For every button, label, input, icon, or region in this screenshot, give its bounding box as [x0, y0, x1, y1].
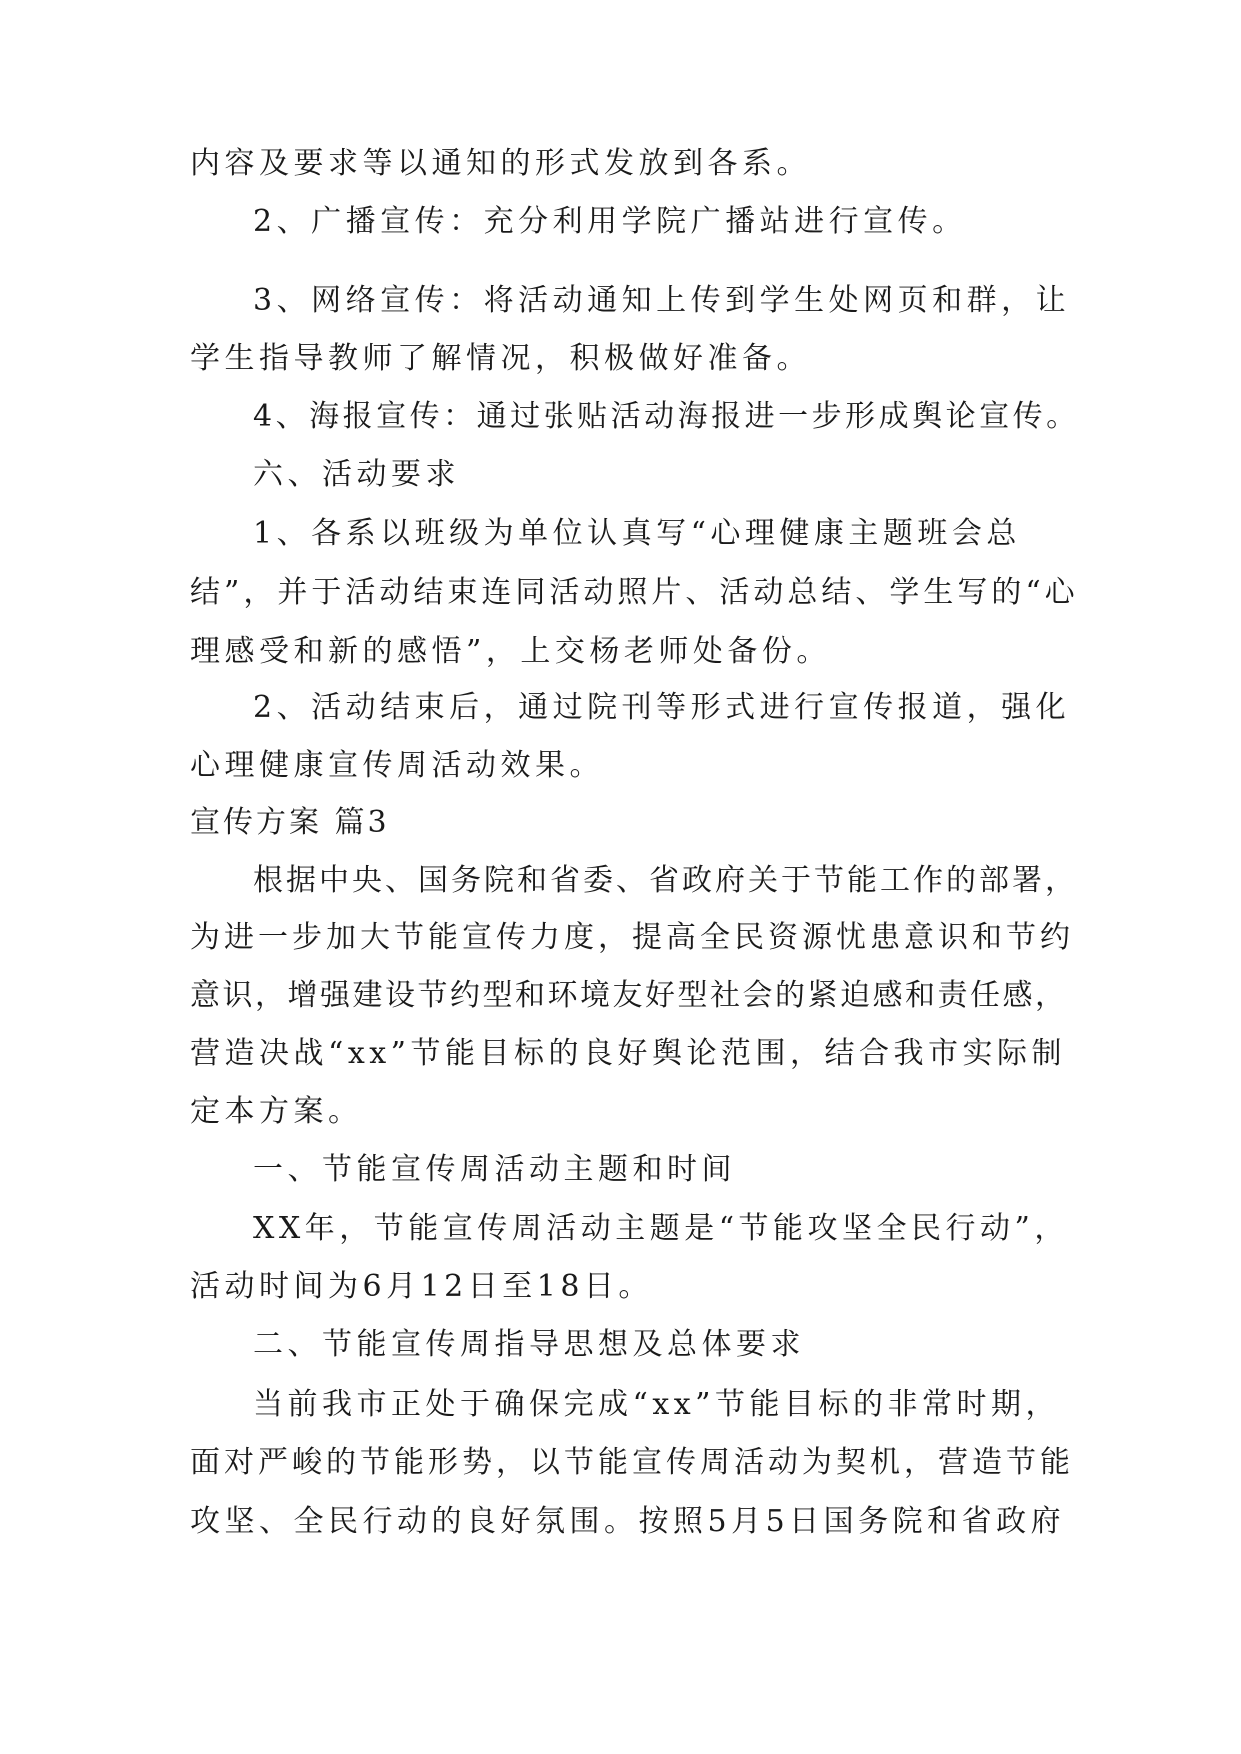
text-line: 定本方案。: [190, 1094, 363, 1129]
text-line: 活动时间为6月12日至18日。: [190, 1269, 653, 1304]
text-line: XX年，节能宣传周活动主题是“节能攻坚全民行动”，: [253, 1211, 1069, 1246]
text-line: 1、各系以班级为单位认真写“心理健康主题班会总: [253, 516, 1021, 551]
text-line: 内容及要求等以通知的形式发放到各系。: [190, 146, 811, 181]
article-title: 宣传方案 篇3: [190, 805, 390, 840]
text-line: 根据中央、国务院和省委、省政府关于节能工作的部署，: [253, 863, 1078, 898]
text-line: 理感受和新的感悟”，上交杨老师处备份。: [190, 634, 831, 669]
text-line: 营造决战“xx”节能目标的良好舆论范围，结合我市实际制: [190, 1036, 1067, 1071]
text-line: 心理健康宣传周活动效果。: [190, 748, 604, 783]
text-line: 2、活动结束后，通过院刊等形式进行宣传报道，强化: [253, 690, 1071, 725]
section-heading: 一、节能宣传周活动主题和时间: [253, 1152, 736, 1187]
text-line: 2、广播宣传：充分利用学院广播站进行宣传。: [253, 204, 967, 239]
text-line: 攻坚、全民行动的良好氛围。按照5月5日国务院和省政府: [190, 1504, 1066, 1539]
section-heading: 六、活动要求: [253, 457, 460, 492]
text-line: 学生指导教师了解情况，积极做好准备。: [190, 341, 811, 376]
text-line: 当前我市正处于确保完成“xx”节能目标的非常时期，: [253, 1387, 1061, 1422]
section-heading: 二、节能宣传周指导思想及总体要求: [253, 1327, 805, 1362]
text-line: 结”，并于活动结束连同活动照片、活动总结、学生写的“心: [190, 575, 1079, 610]
text-line: 意识，增强建设节约型和环境友好型社会的紧迫感和责任感，: [190, 978, 1068, 1013]
text-line: 4、海报宣传：通过张贴活动海报进一步形成舆论宣传。: [253, 399, 1080, 434]
text-line: 面对严峻的节能形势，以节能宣传周活动为契机，营造节能: [190, 1445, 1074, 1480]
text-line: 为进一步加大节能宣传力度，提高全民资源忧患意识和节约: [190, 920, 1074, 955]
text-line: 3、网络宣传：将活动通知上传到学生处网页和群，让: [253, 283, 1071, 318]
